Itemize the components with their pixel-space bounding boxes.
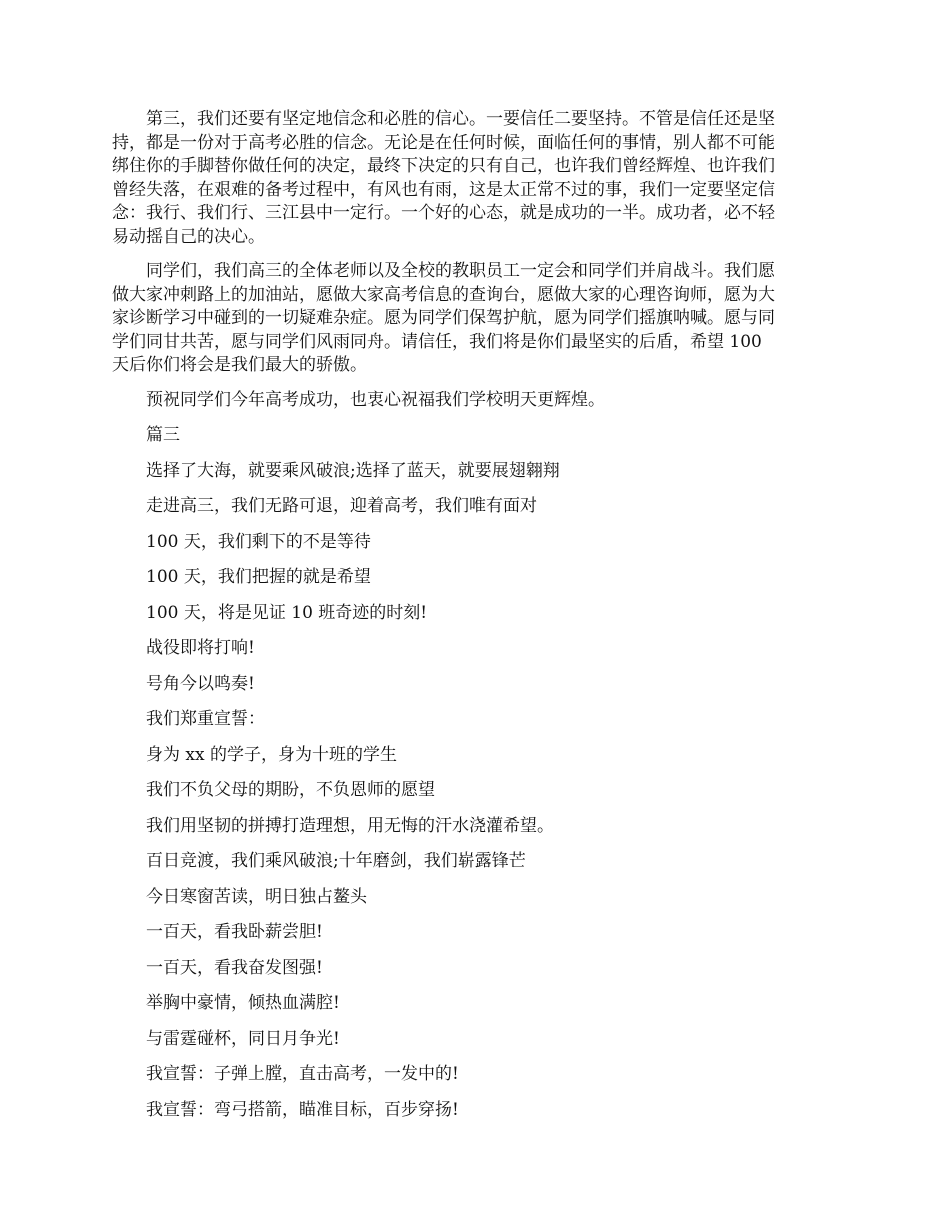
pledge-line: 举胸中豪情，倾热血满腔! <box>146 993 340 1013</box>
pledge-line: 我宣誓：子弹上膛，直击高考，一发中的! <box>146 1064 459 1084</box>
pledge-line: 今日寒窗苦读，明日独占鳌头 <box>146 886 367 907</box>
pledge-line: 战役即将打响! <box>146 638 255 658</box>
paragraph-confidence: 第三，我们还要有坚定地信念和必胜的信心。一要信任二要坚持。不管是信任还是坚 持，都是一份对于高考必胜的信念。无论是在任何时候，面临任何的事情，别人都不可能 绑住你的手脚替你做任何的决定，最终下决定的只有自己，也许我们曾经辉煌、也许我们 曾经失落，在艰难的备考过程中，有风也有雨，这是太正常不过的事，我们一定要坚定信 念：我行、我们行、三江县中一定行。一个好的心态，就是成功的一半。成功者，必不轻 易动摇自己的决心。 <box>112 109 775 247</box>
section-heading: 篇三 <box>146 425 180 445</box>
pledge-line: 100 天，我们剩下的不是等待 <box>146 531 371 552</box>
pledge-line: 100 天，将是见证 10 班奇迹的时刻! <box>146 602 428 623</box>
pledge-line: 号角今以鸣奏! <box>146 673 255 694</box>
pledge-line: 与雷霆碰杯，同日月争光! <box>146 1028 340 1049</box>
pledge-line: 一百天，看我奋发图强! <box>146 957 323 978</box>
pledge-line: 100 天，我们把握的就是希望 <box>146 567 371 587</box>
paragraph-teachers: 同学们，我们高三的全体老师以及全校的教职员工一定会和同学们并肩战斗。我们愿 做大家冲刺路上的加油站，愿做大家高考信息的查询台，愿做大家的心理咨询师，愿为大 家诊断学习中碰到的一切疑难杂症。愿为同学们保驾护航，愿为同学们摇旗呐喊。愿与同 学们同甘共苦，愿与同学们风雨同舟。请信任，我们将是你们最坚实的后盾，希望 100 天后你们将会是我们最大的骄傲。 <box>112 261 775 375</box>
pledge-line: 百日竞渡，我们乘风破浪;十年磨剑，我们崭露锋芒 <box>146 851 526 871</box>
line-wishes: 预祝同学们今年高考成功，也衷心祝福我们学校明天更辉煌。 <box>146 389 605 410</box>
pledge-line: 我们郑重宣誓： <box>146 709 265 729</box>
pledge-line: 走进高三，我们无路可退，迎着高考，我们唯有面对 <box>146 496 537 516</box>
pledge-line: 一百天，看我卧薪尝胆! <box>146 922 323 942</box>
pledge-line: 选择了大海，就要乘风破浪;选择了蓝天，就要展翅翱翔 <box>146 460 560 481</box>
pledge-line: 身为 xx 的学子，身为十班的学生 <box>146 744 397 765</box>
pledge-line: 我们不负父母的期盼，不负恩师的愿望 <box>146 780 435 800</box>
pledge-line: 我宣誓：弯弓搭箭，瞄准目标，百步穿扬! <box>146 1099 459 1120</box>
pledge-line: 我们用坚韧的拼搏打造理想，用无悔的汗水浇灌希望。 <box>146 815 554 836</box>
